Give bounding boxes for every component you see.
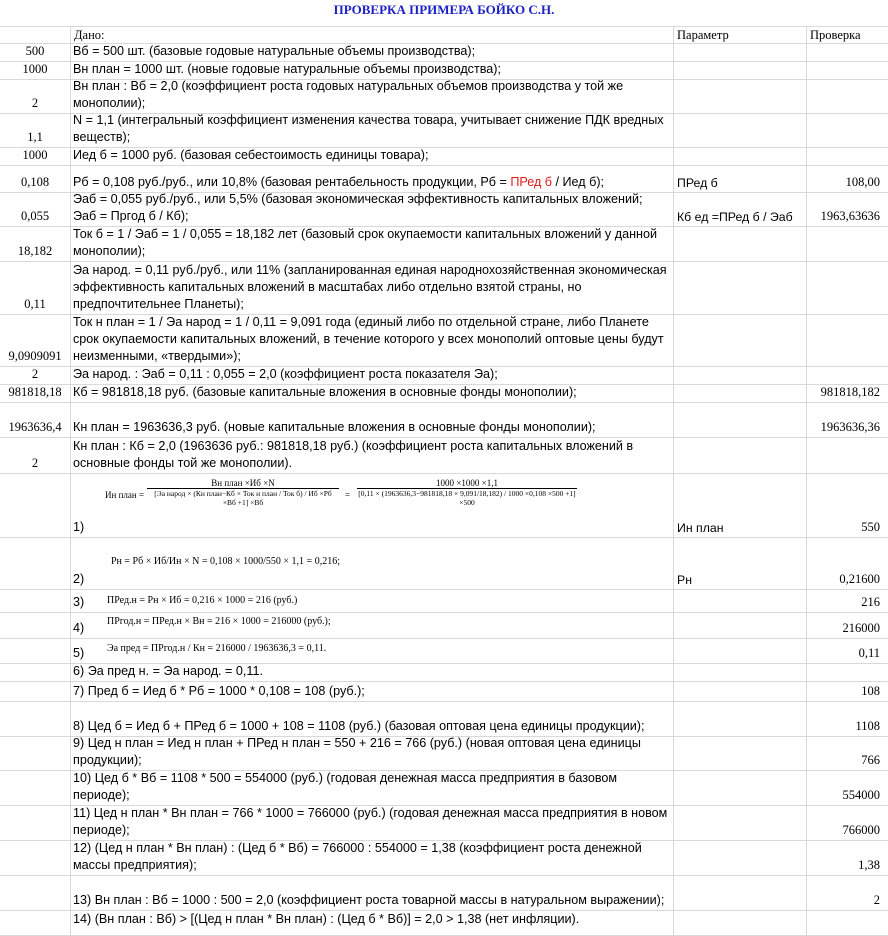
value: 0,055 xyxy=(20,209,50,223)
param-label: ПРед б xyxy=(677,176,718,190)
param-cell[interactable] xyxy=(674,44,807,61)
check-cell[interactable] xyxy=(807,148,888,165)
check-cell[interactable] xyxy=(807,44,888,61)
check-value: 108 xyxy=(861,684,880,698)
table-row xyxy=(0,590,888,613)
value-cell[interactable] xyxy=(0,876,71,910)
table-row xyxy=(0,474,888,538)
description: 13) Вн план : Вб = 1000 : 500 = 2,0 (коэффициент роста товарной массы в натуральном выражении); xyxy=(73,893,665,907)
value-cell[interactable] xyxy=(0,367,71,384)
text-cell[interactable] xyxy=(71,876,674,910)
check-value: 0,21600 xyxy=(839,572,880,586)
check-value: 1963636,36 xyxy=(820,420,880,434)
formula-4: ПРгод.н = ПРед.н × Вн = 216 × 1000 = 216000 (руб.); xyxy=(107,616,331,627)
check-value: 981818,182 xyxy=(820,385,880,399)
description-part: / Иед б); xyxy=(552,175,605,189)
value-cell[interactable] xyxy=(0,315,71,366)
check-cell[interactable] xyxy=(807,911,888,935)
formula-number: 4) xyxy=(73,621,85,635)
param-cell[interactable] xyxy=(674,438,807,473)
check-cell[interactable] xyxy=(807,664,888,681)
param-cell[interactable] xyxy=(674,474,807,537)
check-cell[interactable] xyxy=(807,876,888,910)
param-cell[interactable] xyxy=(674,613,807,638)
header-row xyxy=(0,27,888,44)
check-cell[interactable] xyxy=(807,315,888,366)
header-param: Параметр xyxy=(677,28,729,42)
text-cell[interactable] xyxy=(71,911,674,935)
text-cell[interactable] xyxy=(71,841,674,875)
param-cell[interactable] xyxy=(674,385,807,402)
table-row xyxy=(0,62,888,80)
param-cell[interactable] xyxy=(674,80,807,113)
table-row xyxy=(0,876,888,911)
value-cell[interactable] xyxy=(0,227,71,261)
check-cell[interactable] xyxy=(807,806,888,840)
text-cell[interactable] xyxy=(71,166,674,192)
formula-1-denominator-2: [0,11 × (1963636,3−981818,18 × 9,091/18,182) / 1000 ×0,108 ×500 +1] ×500 xyxy=(358,489,576,507)
formula-1-lhs: Ин план = xyxy=(105,490,145,500)
table-row xyxy=(0,385,888,403)
value-cell[interactable] xyxy=(0,590,71,612)
header-cell-check[interactable] xyxy=(807,27,888,43)
param-cell[interactable] xyxy=(674,227,807,261)
description xyxy=(73,174,669,191)
value-cell[interactable] xyxy=(0,438,71,473)
table-row xyxy=(0,538,888,590)
formula-1-fraction-2 xyxy=(357,478,577,507)
formula-1-equals: = xyxy=(345,490,351,500)
value: 9,0909091 xyxy=(8,349,62,363)
description: Иед б = 1000 руб. (базовая себестоимость единицы товара); xyxy=(73,148,429,162)
check-value: 554000 xyxy=(842,788,880,802)
table-row xyxy=(0,806,888,841)
table-row xyxy=(0,166,888,193)
check-cell[interactable] xyxy=(807,438,888,473)
text-cell[interactable] xyxy=(71,474,674,537)
check-value: 766 xyxy=(861,753,880,767)
param-cell[interactable] xyxy=(674,166,807,192)
table-row xyxy=(0,114,888,148)
text-cell[interactable] xyxy=(71,613,674,638)
description: Вб = 500 шт. (базовые годовые натуральные объемы производства); xyxy=(73,44,476,58)
table-row xyxy=(0,227,888,262)
value-cell[interactable] xyxy=(0,771,71,805)
header-dano: Дано: xyxy=(74,28,105,42)
param-cell[interactable] xyxy=(674,702,807,736)
check-value: 2 xyxy=(873,893,880,907)
value-cell[interactable] xyxy=(0,262,71,314)
value-cell[interactable] xyxy=(0,538,71,589)
value-cell[interactable] xyxy=(0,403,71,437)
check-value: 1963,63636 xyxy=(820,209,880,223)
check-value: 766000 xyxy=(842,823,880,837)
param-cell[interactable] xyxy=(674,876,807,910)
description: 8) Цед б = Иед б + ПРед б = 1000 + 108 = 1108 (руб.) (базовая оптовая цена единицы продукции); xyxy=(73,719,645,733)
value-cell[interactable] xyxy=(0,664,71,681)
table-row xyxy=(0,737,888,771)
check-value: 216 xyxy=(861,595,880,609)
header-check: Проверка xyxy=(810,28,861,42)
value-cell[interactable] xyxy=(0,639,71,663)
formula-2: Рн = Рб × Иб/Ин × N = 0,108 × 1000/550 × 1,1 = 0,216; xyxy=(111,556,340,567)
table-row xyxy=(0,438,888,474)
description: Кн план = 1963636,3 руб. (новые капитальные вложения в основные фонды монополии); xyxy=(73,420,596,434)
description: Вн план = 1000 шт. (новые годовые натуральные объемы производства); xyxy=(73,62,501,76)
text-cell[interactable] xyxy=(71,315,674,366)
text-cell[interactable] xyxy=(71,44,674,61)
text-cell[interactable] xyxy=(71,639,674,663)
text-cell[interactable] xyxy=(71,148,674,165)
param-cell[interactable] xyxy=(674,664,807,681)
check-cell[interactable] xyxy=(807,166,888,192)
check-cell[interactable] xyxy=(807,702,888,736)
text-cell[interactable] xyxy=(71,403,674,437)
text-cell[interactable] xyxy=(71,682,674,701)
check-cell[interactable] xyxy=(807,474,888,537)
text-cell[interactable] xyxy=(71,806,674,840)
value: 1000 xyxy=(22,62,48,76)
highlighted-term: ПРед б xyxy=(510,175,552,189)
value: 981818,18 xyxy=(8,385,62,399)
value: 18,182 xyxy=(17,244,53,258)
check-value: 1108 xyxy=(855,719,880,733)
check-cell[interactable] xyxy=(807,80,888,113)
text-cell[interactable] xyxy=(71,590,674,612)
value-cell[interactable] xyxy=(0,682,71,701)
param-cell[interactable] xyxy=(674,538,807,589)
formula-1-numerator: Вн план ×Иб ×N xyxy=(147,478,339,489)
text-cell[interactable] xyxy=(71,80,674,113)
text-cell[interactable] xyxy=(71,664,674,681)
param-cell[interactable] xyxy=(674,639,807,663)
param-cell[interactable] xyxy=(674,911,807,935)
text-cell[interactable] xyxy=(71,227,674,261)
description: 7) Пред б = Иед б * Рб = 1000 * 0,108 = 108 (руб.); xyxy=(73,684,365,698)
param-cell[interactable] xyxy=(674,367,807,384)
value-cell[interactable] xyxy=(0,44,71,61)
param-cell[interactable] xyxy=(674,841,807,875)
formula-1-denominator: [Эа народ × (Кн план−Кб × Ток н план / Ток б) / Иб ×Рб ×Вб +1] ×Вб xyxy=(154,489,332,507)
description: 12) (Цед н план * Вн план) : (Цед б * Вб) = 766000 : 554000 = 1,38 (коэффициент роста денежной массы предприятия); xyxy=(73,841,642,872)
description: Ток н план = 1 / Эа народ = 1 / 0,11 = 9,091 года (единый либо по отдельной стране, либо Планете срок окупаемости капитальных вложений, в течение которого у всех монополий оптовые цены будут неизменными, «твердыми»); xyxy=(73,315,664,363)
param-label: Кб ед =ПРед б / Эаб xyxy=(677,210,793,224)
table-row xyxy=(0,148,888,166)
check-value: 216000 xyxy=(842,621,880,635)
description: 14) (Вн план : Вб) > [(Цед н план * Вн план) : (Цед б * Вб)] = 2,0 > 1,38 (нет инфляции). xyxy=(73,912,580,926)
value-cell[interactable] xyxy=(0,114,71,147)
param-cell[interactable] xyxy=(674,682,807,701)
header-cell-a[interactable] xyxy=(0,27,71,43)
param-cell[interactable] xyxy=(674,114,807,147)
header-cell-dano[interactable] xyxy=(71,27,674,43)
param-cell[interactable] xyxy=(674,315,807,366)
param-cell[interactable] xyxy=(674,590,807,612)
check-cell[interactable] xyxy=(807,403,888,437)
check-cell[interactable] xyxy=(807,262,888,314)
value-cell[interactable] xyxy=(0,148,71,165)
sheet-title: ПРОВЕРКА ПРИМЕРА БОЙКО С.Н. xyxy=(333,2,555,17)
text-cell[interactable] xyxy=(71,262,674,314)
title-row xyxy=(0,0,888,27)
value-cell[interactable] xyxy=(0,62,71,79)
param-cell[interactable] xyxy=(674,262,807,314)
table-row xyxy=(0,664,888,682)
value: 2 xyxy=(31,367,39,381)
param-cell[interactable] xyxy=(674,737,807,770)
value: 2 xyxy=(31,96,39,110)
table-row xyxy=(0,911,888,936)
description: 6) Эа пред н. = Эа народ. = 0,11. xyxy=(73,664,263,678)
value-cell[interactable] xyxy=(0,737,71,770)
value: 2 xyxy=(31,456,39,470)
check-value: 0,11 xyxy=(858,646,880,660)
text-cell[interactable] xyxy=(71,438,674,473)
table-row xyxy=(0,702,888,737)
description: N = 1,1 (интегральный коэффициент изменения качества товара, учитывает снижение ПДК вредных веществ); xyxy=(73,114,664,144)
value: 0,108 xyxy=(20,175,50,189)
table-row xyxy=(0,262,888,315)
description: 9) Цед н план = Иед н план + ПРед н план = 550 + 216 = 766 (руб.) (новая оптовая цена единицы продукции); xyxy=(73,737,641,767)
check-value: 108,00 xyxy=(845,175,880,189)
check-cell[interactable] xyxy=(807,737,888,770)
table-row xyxy=(0,771,888,806)
check-cell[interactable] xyxy=(807,682,888,701)
check-cell[interactable] xyxy=(807,114,888,147)
description: Ток б = 1 / Эаб = 1 / 0,055 = 18,182 лет (базовый срок окупаемости капитальных вложений у данной монополии); xyxy=(73,227,658,258)
value-cell[interactable] xyxy=(0,80,71,113)
formula-5: Эа пред = ПРгод.н / Кн = 216000 / 1963636,3 = 0,11. xyxy=(107,643,327,654)
formula-1-numerator-2: 1000 ×1000 ×1,1 xyxy=(357,478,577,489)
text-cell[interactable] xyxy=(71,193,674,226)
value-cell[interactable] xyxy=(0,613,71,638)
description: 11) Цед н план * Вн план = 766 * 1000 = 766000 (руб.) (годовая денежная масса предприятия в новом периоде); xyxy=(73,806,668,837)
param-label: Ин план xyxy=(677,521,724,535)
table-row xyxy=(0,403,888,438)
check-value: 550 xyxy=(861,520,880,534)
description: Кб = 981818,18 руб. (базовые капитальные вложения в основные фонды монополии); xyxy=(73,385,577,399)
value-cell[interactable] xyxy=(0,806,71,840)
text-cell[interactable] xyxy=(71,114,674,147)
param-cell[interactable] xyxy=(674,771,807,805)
description-part: Рб = 0,108 руб./руб., или 10,8% (базовая рентабельность продукции, Рб = xyxy=(73,175,511,189)
check-cell[interactable] xyxy=(807,227,888,261)
text-cell[interactable] xyxy=(71,538,674,589)
value-cell[interactable] xyxy=(0,702,71,736)
check-cell[interactable] xyxy=(807,771,888,805)
check-cell[interactable] xyxy=(807,538,888,589)
param-cell[interactable] xyxy=(674,193,807,226)
description: Кн план : Кб = 2,0 (1963636 руб.: 981818,18 руб.) (коэффициент роста капитальных вложений в основные фонды той же монополии). xyxy=(73,439,634,470)
description: Эа народ. : Эаб = 0,11 : 0,055 = 2,0 (коэффициент роста показателя Эа); xyxy=(73,367,498,381)
check-cell[interactable] xyxy=(807,590,888,612)
table-row xyxy=(0,841,888,876)
check-cell[interactable] xyxy=(807,639,888,663)
description: 10) Цед б * Вб = 1108 * 500 = 554000 (руб.) (годовая денежная масса предприятия в базовом периоде); xyxy=(73,771,618,802)
param-cell[interactable] xyxy=(674,148,807,165)
check-cell[interactable] xyxy=(807,613,888,638)
table-row xyxy=(0,682,888,702)
description: Эаб = 0,055 руб./руб., или 5,5% (базовая экономическая эффективность капитальных вложений; Эаб = Пргод б / Кб); xyxy=(73,193,643,223)
param-cell[interactable] xyxy=(674,403,807,437)
value-cell[interactable] xyxy=(0,474,71,537)
value-cell[interactable] xyxy=(0,911,71,935)
text-cell[interactable] xyxy=(71,62,674,79)
check-cell[interactable] xyxy=(807,367,888,384)
formula-number: 1) xyxy=(73,520,85,534)
description: Вн план : Вб = 2,0 (коэффициент роста годовых натуральных объемов производства у той же монополии); xyxy=(73,80,624,110)
text-cell[interactable] xyxy=(71,702,674,736)
value: 0,11 xyxy=(24,297,46,311)
table-row xyxy=(0,315,888,367)
param-cell[interactable] xyxy=(674,62,807,79)
description: Эа народ. = 0,11 руб./руб., или 11% (запланированная единая народнохозяйственная экономическая эффективность капитальных вложений в масштабах либо отдельно взятой страны, но предпочтительнее Планеты); xyxy=(73,263,667,311)
text-cell[interactable] xyxy=(71,737,674,770)
formula-number: 3) xyxy=(73,595,85,609)
value-cell[interactable] xyxy=(0,166,71,192)
value-cell[interactable] xyxy=(0,841,71,875)
table-row xyxy=(0,639,888,664)
formula-number: 2) xyxy=(73,572,85,586)
check-cell[interactable] xyxy=(807,385,888,402)
param-cell[interactable] xyxy=(674,806,807,840)
formula-number: 5) xyxy=(73,646,85,660)
text-cell[interactable] xyxy=(71,385,674,402)
table-row xyxy=(0,613,888,639)
check-cell[interactable] xyxy=(807,62,888,79)
table-row xyxy=(0,44,888,62)
value: 1,1 xyxy=(27,130,43,144)
value-cell[interactable] xyxy=(0,193,71,226)
formula-3: ПРед.н = Рн × Иб = 0,216 × 1000 = 216 (руб.) xyxy=(107,595,298,606)
param-label: Рн xyxy=(677,573,692,587)
check-cell[interactable] xyxy=(807,193,888,226)
header-cell-param[interactable] xyxy=(674,27,807,43)
table-row xyxy=(0,80,888,114)
formula-1-fraction xyxy=(147,478,339,507)
table-row xyxy=(0,367,888,385)
check-value: 1,38 xyxy=(858,858,880,872)
text-cell[interactable] xyxy=(71,367,674,384)
table-row xyxy=(0,193,888,227)
value: 1000 xyxy=(22,148,48,162)
check-cell[interactable] xyxy=(807,841,888,875)
value: 1963636,4 xyxy=(8,420,62,434)
value: 500 xyxy=(25,44,45,58)
text-cell[interactable] xyxy=(71,771,674,805)
value-cell[interactable] xyxy=(0,385,71,402)
